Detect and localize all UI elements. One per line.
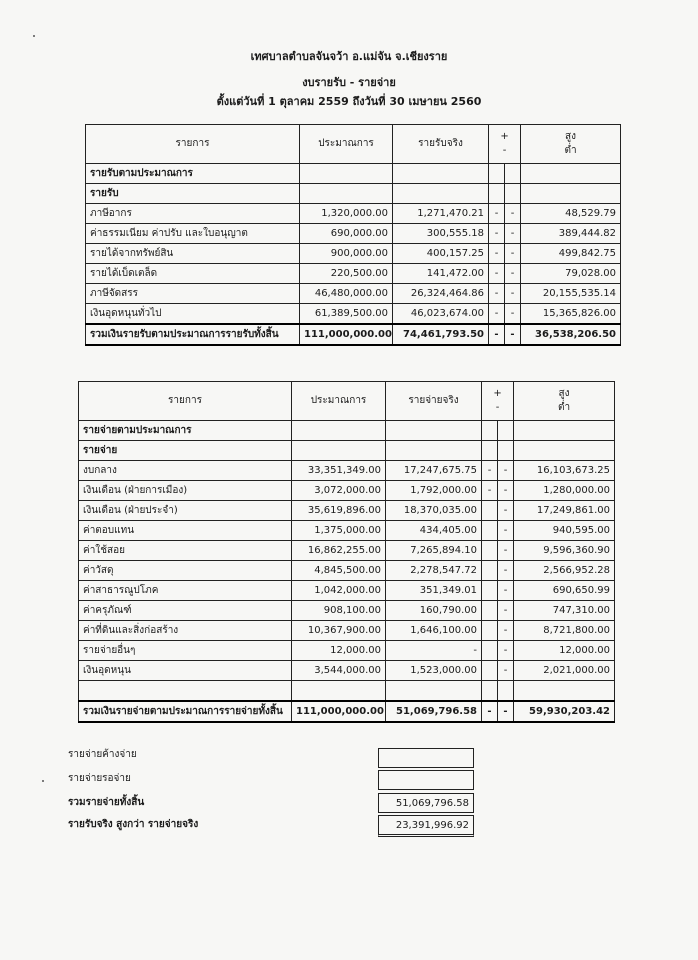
col-header-sign: + - <box>482 382 514 421</box>
table-row <box>79 601 615 621</box>
section-row: รายจ่ายตามประมาณการ <box>79 421 615 441</box>
cell-diff: 389,444.82 <box>521 224 621 244</box>
table-row <box>86 264 621 284</box>
cell-item: เงินเดือน (ฝ่ายประจำ) <box>79 501 292 521</box>
table-row <box>79 461 615 481</box>
cell-budget: 3,544,000.00 <box>292 661 386 681</box>
cell-budget: 4,845,500.00 <box>292 561 386 581</box>
cell-item: รายจ่ายอื่นๆ <box>79 641 292 661</box>
cell-budget: 33,351,349.00 <box>292 461 386 481</box>
cell-budget: 1,375,000.00 <box>292 521 386 541</box>
cell-s2: - <box>498 541 514 561</box>
cell-s1: - <box>489 264 505 284</box>
cell-diff: 747,310.00 <box>514 601 615 621</box>
cell-actual: 434,405.00 <box>386 521 482 541</box>
cell-s2: - <box>498 461 514 481</box>
cell-item: งบกลาง <box>79 461 292 481</box>
cell-diff: 20,155,535.14 <box>521 284 621 304</box>
cell-item: รายได้เบ็ดเตล็ด <box>86 264 300 284</box>
cell-item: รายได้จากทรัพย์สิน <box>86 244 300 264</box>
cell-s1 <box>482 561 498 581</box>
cell-s1 <box>482 601 498 621</box>
cell-actual: 26,324,464.86 <box>393 284 489 304</box>
cell-s1 <box>482 501 498 521</box>
cell-diff: 17,249,861.00 <box>514 501 615 521</box>
scan-speck <box>42 780 44 782</box>
cell-budget: 46,480,000.00 <box>300 284 393 304</box>
cell-s1 <box>482 621 498 641</box>
cell-s1 <box>482 521 498 541</box>
cell-item: ค่าสาธารณูปโภค <box>79 581 292 601</box>
cell-s2: - <box>498 581 514 601</box>
cell-s2: - <box>498 481 514 501</box>
cell-budget: 1,042,000.00 <box>292 581 386 601</box>
cell-item: ภาษีจัดสรร <box>86 284 300 304</box>
table-header-row <box>86 125 621 164</box>
cell-diff: 499,842.75 <box>521 244 621 264</box>
cell-s1 <box>482 581 498 601</box>
table-row <box>79 621 615 641</box>
cell-item: ค่าที่ดินและสิ่งก่อสร้าง <box>79 621 292 641</box>
cell-s1 <box>482 661 498 681</box>
cell-diff: 1,280,000.00 <box>514 481 615 501</box>
cell-actual: 1,523,000.00 <box>386 661 482 681</box>
col-header-budget: ประมาณการ <box>300 125 393 164</box>
cell-actual: - <box>386 641 482 661</box>
cell-item: ภาษีอากร <box>86 204 300 224</box>
cell-item: เงินเดือน (ฝ่ายการเมือง) <box>79 481 292 501</box>
cell-actual: 1,792,000.00 <box>386 481 482 501</box>
spacer-row <box>79 681 615 702</box>
report-title: งบรายรับ - รายจ่าย <box>302 76 396 89</box>
cell-diff: 8,721,800.00 <box>514 621 615 641</box>
cell-actual: 300,555.18 <box>393 224 489 244</box>
cell-diff: 690,650.99 <box>514 581 615 601</box>
cell-s1: - <box>489 204 505 224</box>
cell-actual: 351,349.01 <box>386 581 482 601</box>
table-row <box>79 641 615 661</box>
table-row <box>86 304 621 325</box>
table-row <box>79 581 615 601</box>
cell-budget: 690,000.00 <box>300 224 393 244</box>
cell-s2: - <box>505 264 521 284</box>
cell-item: เงินอุดหนุน <box>79 661 292 681</box>
cell-s1 <box>482 541 498 561</box>
total-expense-label: รวมรายจ่ายทั้งสิ้น <box>68 797 145 808</box>
cell-diff: 79,028.00 <box>521 264 621 284</box>
cell-s2: - <box>498 521 514 541</box>
cell-s2: - <box>498 661 514 681</box>
cell-diff: 9,596,360.90 <box>514 541 615 561</box>
cell-actual: 18,370,035.00 <box>386 501 482 521</box>
col-header-budget: ประมาณการ <box>292 382 386 421</box>
org-title: เทศบาลตำบลจันจว้า อ.แม่จัน จ.เชียงราย <box>250 50 448 63</box>
accrued-expense-value <box>378 748 474 768</box>
cell-s1: - <box>489 304 505 325</box>
table-row <box>86 244 621 264</box>
cell-actual: 17,247,675.75 <box>386 461 482 481</box>
total-row: รวมเงินรายจ่ายตามประมาณการรายจ่ายทั้งสิ้น 111,000,000.00 51,069,796.58 - - 59,930,203.42 <box>79 701 615 722</box>
cell-s2: - <box>498 621 514 641</box>
cell-actual: 46,023,674.00 <box>393 304 489 325</box>
cell-diff: 16,103,673.25 <box>514 461 615 481</box>
cell-s2: - <box>505 244 521 264</box>
col-header-actual: รายจ่ายจริง <box>386 382 482 421</box>
pending-expense-value <box>378 770 474 790</box>
cell-budget: 900,000.00 <box>300 244 393 264</box>
cell-s2: - <box>505 304 521 325</box>
total-expense-value: 51,069,796.58 <box>378 793 474 813</box>
col-header-sign: + - <box>489 125 521 164</box>
pending-expense-label: รายจ่ายรอจ่าย <box>68 773 131 784</box>
section-row: รายรับตามประมาณการ <box>86 164 621 184</box>
cell-s1: - <box>489 244 505 264</box>
cell-s2: - <box>498 561 514 581</box>
cell-actual: 141,472.00 <box>393 264 489 284</box>
cell-item: ค่าวัสดุ <box>79 561 292 581</box>
col-header-item: รายการ <box>86 125 300 164</box>
cell-budget: 908,100.00 <box>292 601 386 621</box>
cell-actual: 1,646,100.00 <box>386 621 482 641</box>
cell-s2: - <box>498 501 514 521</box>
cell-budget: 10,367,900.00 <box>292 621 386 641</box>
table-row <box>86 204 621 224</box>
cell-s2: - <box>498 641 514 661</box>
cell-item: ค่าใช้สอย <box>79 541 292 561</box>
cell-item: ค่าธรรมเนียม ค่าปรับ และใบอนุญาต <box>86 224 300 244</box>
scan-speck <box>33 35 35 37</box>
subsection-row: รายรับ <box>86 184 621 204</box>
col-header-actual: รายรับจริง <box>393 125 489 164</box>
table-row <box>86 224 621 244</box>
col-header-item: รายการ <box>79 382 292 421</box>
total-row: รวมเงินรายรับตามประมาณการรายรับทั้งสิ้น 111,000,000.00 74,461,793.50 - - 36,538,206.50 <box>86 324 621 345</box>
cell-s2: - <box>505 204 521 224</box>
table-header-row <box>79 382 615 421</box>
surplus-value: 23,391,996.92 <box>378 815 474 837</box>
accrued-expense-label: รายจ่ายค้างจ่าย <box>68 749 137 760</box>
cell-budget: 1,320,000.00 <box>300 204 393 224</box>
cell-actual: 1,271,470.21 <box>393 204 489 224</box>
cell-budget: 12,000.00 <box>292 641 386 661</box>
cell-s1: - <box>482 481 498 501</box>
table-row <box>79 561 615 581</box>
cell-item: ค่าครุภัณฑ์ <box>79 601 292 621</box>
cell-actual: 400,157.25 <box>393 244 489 264</box>
cell-s2: - <box>505 224 521 244</box>
cell-budget: 3,072,000.00 <box>292 481 386 501</box>
cell-actual: 160,790.00 <box>386 601 482 621</box>
cell-s1: - <box>489 224 505 244</box>
report-period: ตั้งแต่วันที่ 1 ตุลาคม 2559 ถึงวันที่ 30 เมษายน 2560 <box>216 95 482 108</box>
cell-budget: 16,862,255.00 <box>292 541 386 561</box>
cell-budget: 61,389,500.00 <box>300 304 393 325</box>
table-row <box>79 541 615 561</box>
cell-diff: 48,529.79 <box>521 204 621 224</box>
cell-s2: - <box>498 601 514 621</box>
surplus-label: รายรับจริง สูงกว่า รายจ่ายจริง <box>68 819 199 830</box>
cell-diff: 15,365,826.00 <box>521 304 621 325</box>
income-table <box>85 124 621 346</box>
cell-s2: - <box>505 284 521 304</box>
cell-s1: - <box>489 284 505 304</box>
cell-item: เงินอุดหนุนทั่วไป <box>86 304 300 325</box>
table-row <box>86 284 621 304</box>
cell-diff: 12,000.00 <box>514 641 615 661</box>
cell-diff: 2,021,000.00 <box>514 661 615 681</box>
cell-budget: 220,500.00 <box>300 264 393 284</box>
table-row <box>79 661 615 681</box>
table-row <box>79 481 615 501</box>
cell-budget: 35,619,896.00 <box>292 501 386 521</box>
expense-table <box>78 381 615 723</box>
col-header-diff: สูง ต่ำ <box>521 125 621 164</box>
subsection-row: รายจ่าย <box>79 441 615 461</box>
cell-actual: 2,278,547.72 <box>386 561 482 581</box>
cell-diff: 2,566,952.28 <box>514 561 615 581</box>
cell-s1 <box>482 641 498 661</box>
cell-s1: - <box>482 461 498 481</box>
cell-actual: 7,265,894.10 <box>386 541 482 561</box>
cell-item: ค่าตอบแทน <box>79 521 292 541</box>
table-row <box>79 521 615 541</box>
col-header-diff: สูง ต่ำ <box>514 382 615 421</box>
cell-diff: 940,595.00 <box>514 521 615 541</box>
table-row <box>79 501 615 521</box>
